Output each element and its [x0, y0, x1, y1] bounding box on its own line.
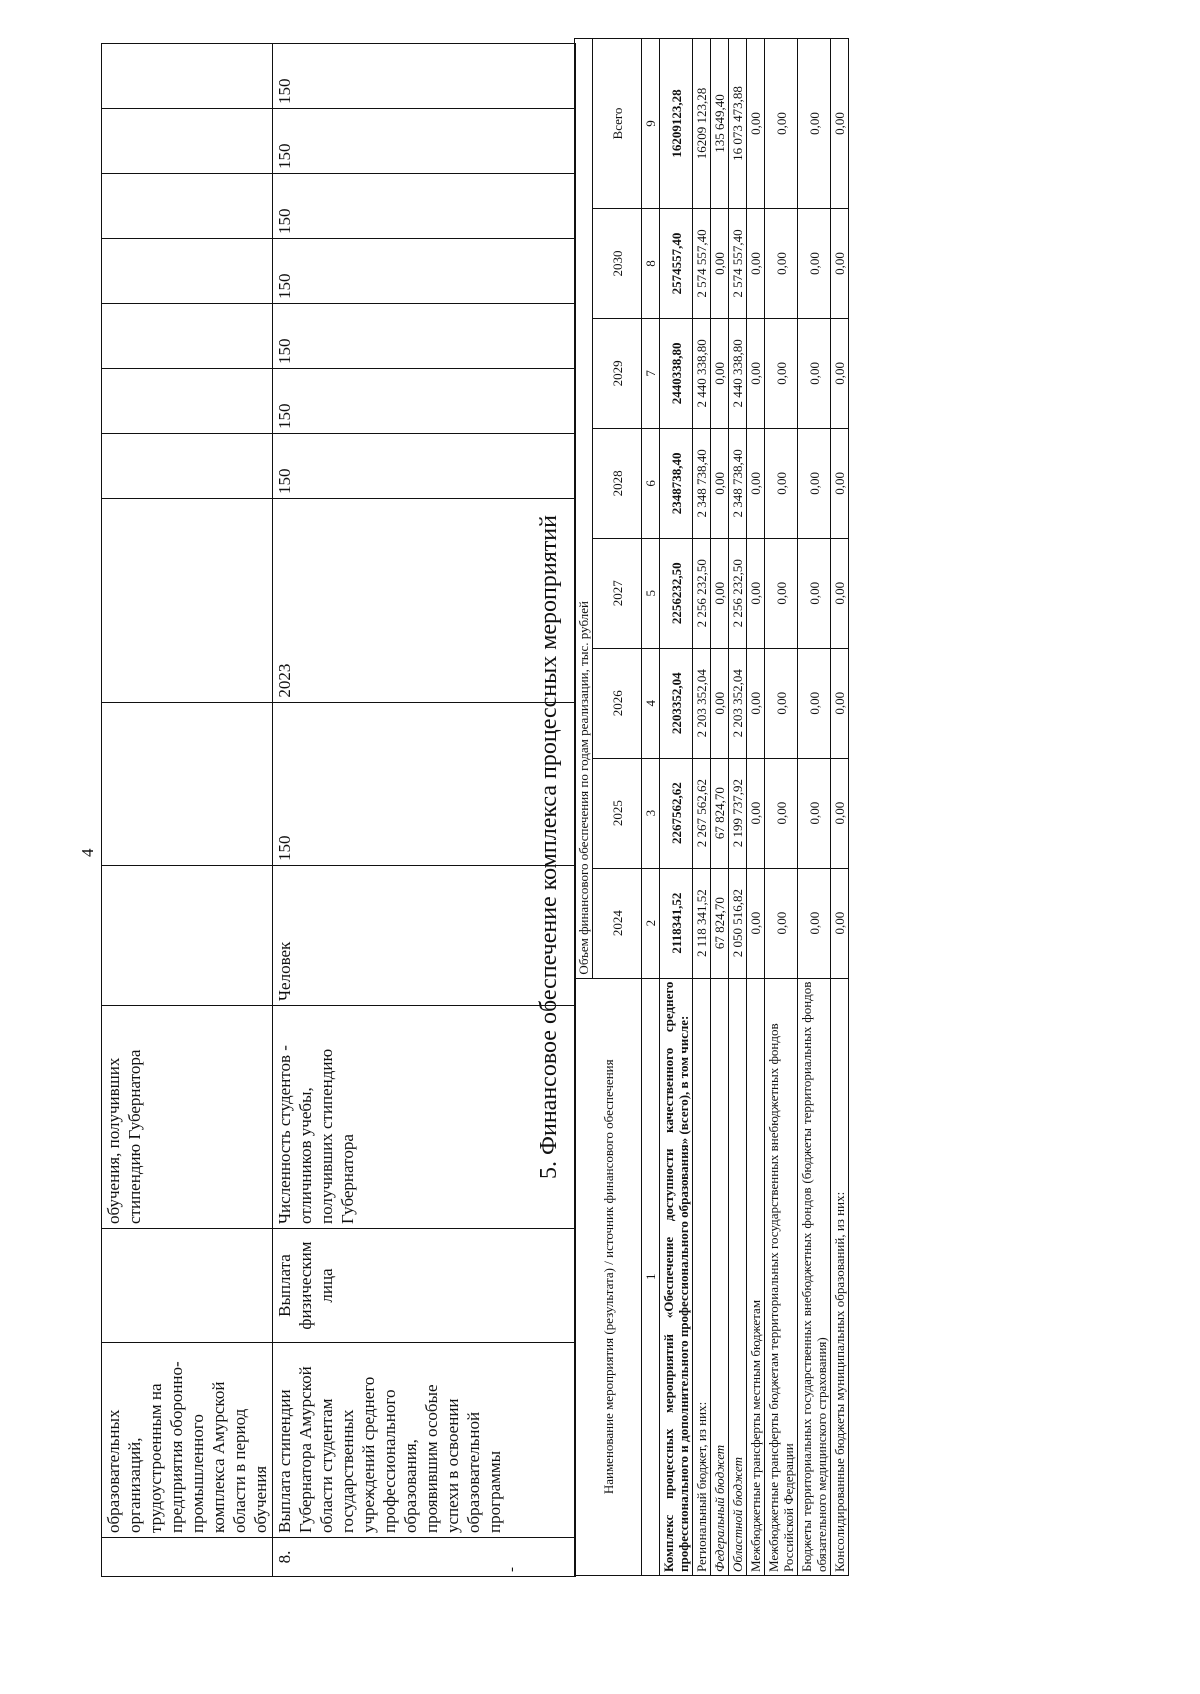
- value-cell: 2 203 352,04: [693, 648, 711, 758]
- value-cell: 0,00: [747, 318, 765, 428]
- value-cell: 2440338,80: [660, 318, 693, 428]
- value-cell: 0,00: [711, 428, 729, 538]
- value-cell: 2 203 352,04: [729, 648, 747, 758]
- dash-mark: -: [504, 1567, 520, 1572]
- table-cell: [102, 866, 273, 1006]
- value-cell: 0,00: [747, 868, 765, 978]
- value-cell: 2 348 738,40: [693, 428, 711, 538]
- table-row: [798, 39, 831, 1576]
- value-cell: 2 440 338,80: [729, 318, 747, 428]
- value-cell: 0,00: [798, 39, 831, 209]
- value-cell: 2 267 562,62: [693, 758, 711, 868]
- table-cell: [102, 499, 273, 703]
- value-cell: 2 348 738,40: [729, 428, 747, 538]
- table-cell: 150: [273, 239, 576, 304]
- value-cell: 0,00: [765, 868, 798, 978]
- value-cell: 2203352,04: [660, 648, 693, 758]
- table-cell: 150: [273, 304, 576, 369]
- value-cell: 0,00: [798, 318, 831, 428]
- column-number-row: [642, 39, 660, 1576]
- value-cell: 2 118 341,52: [693, 868, 711, 978]
- table-cell: образовательных организаций, трудоустроенным на предприятия оборонно-промышленного комплекса Амурской области в период обучения: [102, 1343, 273, 1538]
- value-cell: 0,00: [831, 209, 849, 319]
- year-header: 2026: [593, 648, 642, 758]
- table-cell: Выплата физическим лица: [273, 1229, 576, 1343]
- page-number: 4: [78, 848, 97, 857]
- table-cell: [102, 304, 273, 369]
- column-number: 3: [642, 758, 660, 868]
- row-label: Областной бюджет: [729, 978, 747, 1575]
- row-label: Межбюджетные трансферты местным бюджетам: [747, 978, 765, 1575]
- table-cell: [102, 44, 273, 109]
- value-cell: 0,00: [798, 428, 831, 538]
- value-cell: 0,00: [765, 428, 798, 538]
- column-number: 6: [642, 428, 660, 538]
- value-cell: 0,00: [711, 209, 729, 319]
- table-row: [273, 44, 576, 1577]
- year-header: 2024: [593, 868, 642, 978]
- year-header: 2029: [593, 318, 642, 428]
- value-cell: 0,00: [798, 868, 831, 978]
- value-cell: 0,00: [747, 648, 765, 758]
- table-cell: [102, 109, 273, 174]
- value-cell: 0,00: [831, 758, 849, 868]
- financing-table: [574, 38, 849, 1576]
- value-cell: 2 256 232,50: [693, 538, 711, 648]
- value-cell: 0,00: [798, 209, 831, 319]
- table-row: [765, 39, 798, 1576]
- table-cell: [102, 369, 273, 434]
- value-cell: 2 199 737,92: [729, 758, 747, 868]
- row-label: Федеральный бюджет: [711, 978, 729, 1575]
- value-cell: 0,00: [831, 538, 849, 648]
- table-cell: [102, 239, 273, 304]
- value-cell: 0,00: [831, 648, 849, 758]
- value-cell: 0,00: [831, 318, 849, 428]
- value-cell: 0,00: [711, 318, 729, 428]
- section-title: 5. Финансовое обеспечение комплекса процессных мероприятий: [536, 515, 562, 1179]
- value-cell: 0,00: [765, 318, 798, 428]
- column-header-name: Наименование мероприятия (результата) / источник финансового обеспечения: [575, 978, 642, 1575]
- table-row: [747, 39, 765, 1576]
- row-label: Консолидированные бюджеты муниципальных образований, из них:: [831, 978, 849, 1575]
- value-cell: 0,00: [798, 648, 831, 758]
- table-cell: [102, 434, 273, 499]
- year-header: 2028: [593, 428, 642, 538]
- value-cell: 16209 123,28: [693, 39, 711, 209]
- value-cell: 0,00: [765, 39, 798, 209]
- table-cell: [102, 174, 273, 239]
- value-cell: 0,00: [747, 538, 765, 648]
- table-cell: 150: [273, 44, 576, 109]
- column-number: 1: [642, 978, 660, 1575]
- table-cell: Выплата стипендии Губернатора Амурской области студентам государственных учреждений среднего профессионального образования, проявившим особые успехи в освоении образовательной программы: [273, 1343, 576, 1538]
- table-cell: [102, 702, 273, 865]
- year-header: 2030: [593, 209, 642, 319]
- row-label: Бюджеты территориальных государственных внебюджетных фондов (бюджеты территориальных фондов обязательного медицинского страхования): [798, 978, 831, 1575]
- value-cell: 0,00: [798, 758, 831, 868]
- table-cell: 150: [273, 434, 576, 499]
- value-cell: 2256232,50: [660, 538, 693, 648]
- row-number: 8.: [273, 1538, 576, 1577]
- year-header: Всего: [593, 39, 642, 209]
- row-label: Комплекс процессных мероприятий «Обеспечение доступности качественного среднего профессионального и дополнительного профессионального образования» (всего), в том числе:: [660, 978, 693, 1575]
- value-cell: 0,00: [765, 209, 798, 319]
- value-cell: 2118341,52: [660, 868, 693, 978]
- column-number: 9: [642, 39, 660, 209]
- value-cell: 0,00: [831, 39, 849, 209]
- value-cell: 0,00: [711, 648, 729, 758]
- row-label: Межбюджетные трансферты бюджетам территориальных государственных внебюджетных фондов Российской Федерации: [765, 978, 798, 1575]
- column-number: 7: [642, 318, 660, 428]
- year-header: 2027: [593, 538, 642, 648]
- table-cell: 150: [273, 369, 576, 434]
- column-header-volume: Объем финансового обеспечения по годам реализации, тыс. рублей: [575, 39, 593, 979]
- table-cell: [102, 1538, 273, 1577]
- value-cell: 135 649,40: [711, 39, 729, 209]
- value-cell: 16 073 473,88: [729, 39, 747, 209]
- value-cell: 2 574 557,40: [693, 209, 711, 319]
- value-cell: 0,00: [747, 758, 765, 868]
- value-cell: 0,00: [747, 428, 765, 538]
- value-cell: 0,00: [765, 648, 798, 758]
- value-cell: 2574557,40: [660, 209, 693, 319]
- value-cell: 2 050 516,82: [729, 868, 747, 978]
- table-cell: 150: [273, 174, 576, 239]
- row-label: Региональный бюджет, из них:: [693, 978, 711, 1575]
- indicators-table: [101, 43, 576, 1577]
- value-cell: 0,00: [765, 758, 798, 868]
- table-header-row: [575, 39, 593, 1576]
- value-cell: 2 440 338,80: [693, 318, 711, 428]
- table-row: [711, 39, 729, 1576]
- value-cell: 0,00: [747, 39, 765, 209]
- table-cell: 2023: [273, 499, 576, 703]
- value-cell: 0,00: [831, 868, 849, 978]
- table-cell: обучения, получивших стипендию Губернатора: [102, 1006, 273, 1229]
- table-row: [831, 39, 849, 1576]
- year-header: 2025: [593, 758, 642, 868]
- value-cell: 2 256 232,50: [729, 538, 747, 648]
- value-cell: 0,00: [765, 538, 798, 648]
- value-cell: 2267562,62: [660, 758, 693, 868]
- value-cell: 0,00: [798, 538, 831, 648]
- column-number: 5: [642, 538, 660, 648]
- value-cell: 0,00: [831, 428, 849, 538]
- column-number: 8: [642, 209, 660, 319]
- table-row: [102, 44, 273, 1577]
- table-cell: Человек: [273, 866, 576, 1006]
- value-cell: 2 574 557,40: [729, 209, 747, 319]
- value-cell: 2348738,40: [660, 428, 693, 538]
- value-cell: 67 824,70: [711, 868, 729, 978]
- table-row: [660, 39, 693, 1576]
- column-number: 2: [642, 868, 660, 978]
- table-cell: 150: [273, 702, 576, 865]
- value-cell: 0,00: [711, 538, 729, 648]
- table-row: [729, 39, 747, 1576]
- table-cell: Численность студентов - отличников учебы, получивших стипендию Губернатора: [273, 1006, 576, 1229]
- table-cell: 150: [273, 109, 576, 174]
- value-cell: 67 824,70: [711, 758, 729, 868]
- column-number: 4: [642, 648, 660, 758]
- value-cell: 0,00: [747, 209, 765, 319]
- table-cell: [102, 1229, 273, 1343]
- table-row: [693, 39, 711, 1576]
- value-cell: 16209123,28: [660, 39, 693, 209]
